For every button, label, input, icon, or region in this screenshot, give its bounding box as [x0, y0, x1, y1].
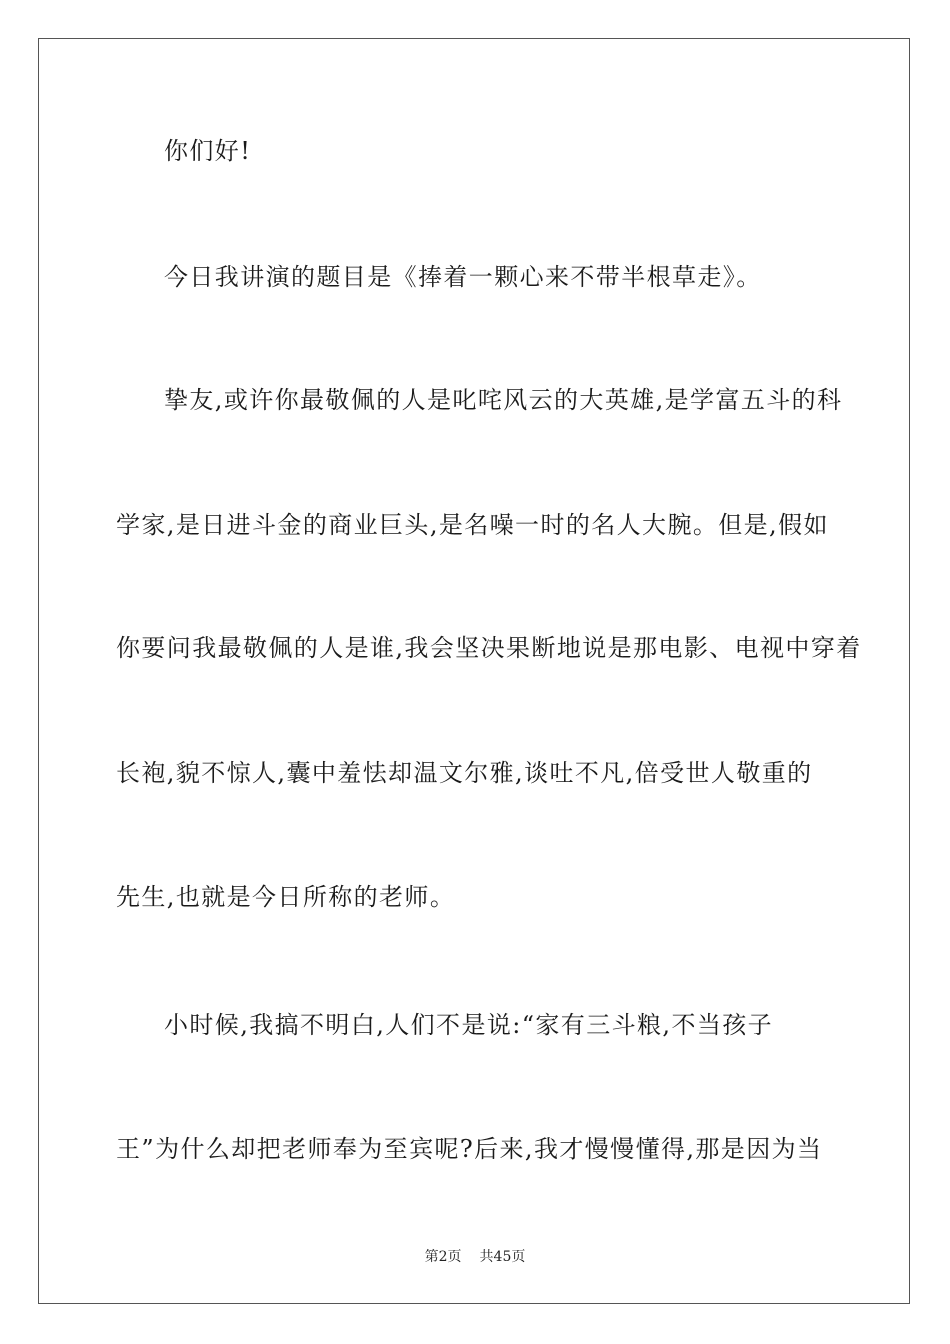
paragraph-line: 王”为什么却把老师奉为至宾呢?后来,我才慢慢懂得,那是因为当 — [116, 1135, 823, 1163]
paragraph-line: 先生,也就是今日所称的老师。 — [116, 883, 456, 911]
paragraph-line: 学家,是日进斗金的商业巨头,是名噪一时的名人大腕。但是,假如 — [116, 511, 829, 539]
page-number: 第2页 — [424, 1249, 462, 1265]
paragraph-line: 小时候,我搞不明白,人们不是说:“家有三斗粮,不当孩子 — [164, 1011, 774, 1039]
page-footer — [0, 1248, 950, 1266]
paragraph-line: 挚友,或许你最敬佩的人是叱咤风云的大英雄,是学富五斗的科 — [164, 386, 843, 414]
page-border — [38, 38, 910, 1304]
paragraph-line: 你要问我最敬佩的人是谁,我会坚决果断地说是那电影、电视中穿着 — [116, 634, 862, 662]
greeting-line: 你们好! — [164, 137, 252, 165]
total-pages: 共45页 — [479, 1249, 526, 1265]
paragraph-line: 今日我讲演的题目是《捧着一颗心来不带半根草走》。 — [164, 263, 762, 291]
paragraph-line: 长袍,貌不惊人,囊中羞怯却温文尔雅,谈吐不凡,倍受世人敬重的 — [116, 759, 813, 787]
